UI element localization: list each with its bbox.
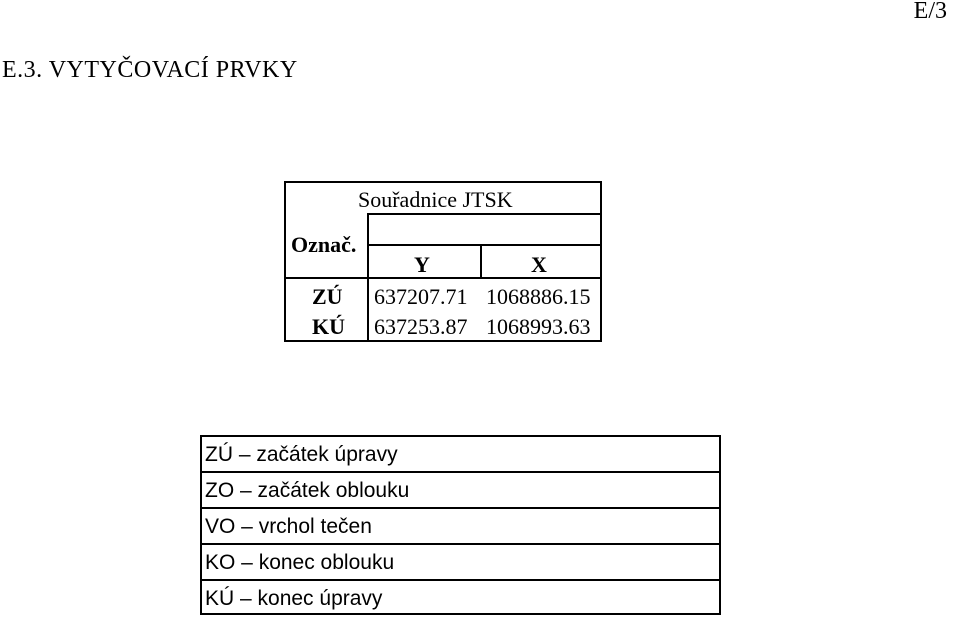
section-heading: E.3. VYTYČOVACÍ PRVKY [2,57,298,83]
table-divider-header-row [367,244,600,246]
legend-item: VO – vrchol tečen [202,507,719,543]
table-row-label: ZÚ [312,284,343,309]
table-title: Souřadnice JTSK [358,187,513,212]
table-cell-y: 637253.87 [374,314,468,339]
table-cell-x: 1068886.15 [486,284,591,309]
table-cell-x: 1068993.63 [486,314,591,339]
column-header-x: X [531,252,547,277]
page-number: E/3 [913,0,947,24]
table-divider-title-row [367,213,600,215]
legend-item: KO – konec oblouku [202,543,719,579]
table-divider-body [286,277,600,279]
legend-item: KÚ – konec úpravy [202,579,719,615]
label-column-header: Označ. [291,232,357,257]
coordinates-table [284,181,602,342]
table-row-label: KÚ [312,314,345,339]
legend-item: ZO – začátek oblouku [202,471,719,507]
column-header-y: Y [414,252,430,277]
table-divider-xy-column [480,244,482,279]
legend-box [200,435,721,615]
table-cell-y: 637207.71 [374,284,468,309]
legend-item: ZÚ – začátek úpravy [205,443,398,466]
